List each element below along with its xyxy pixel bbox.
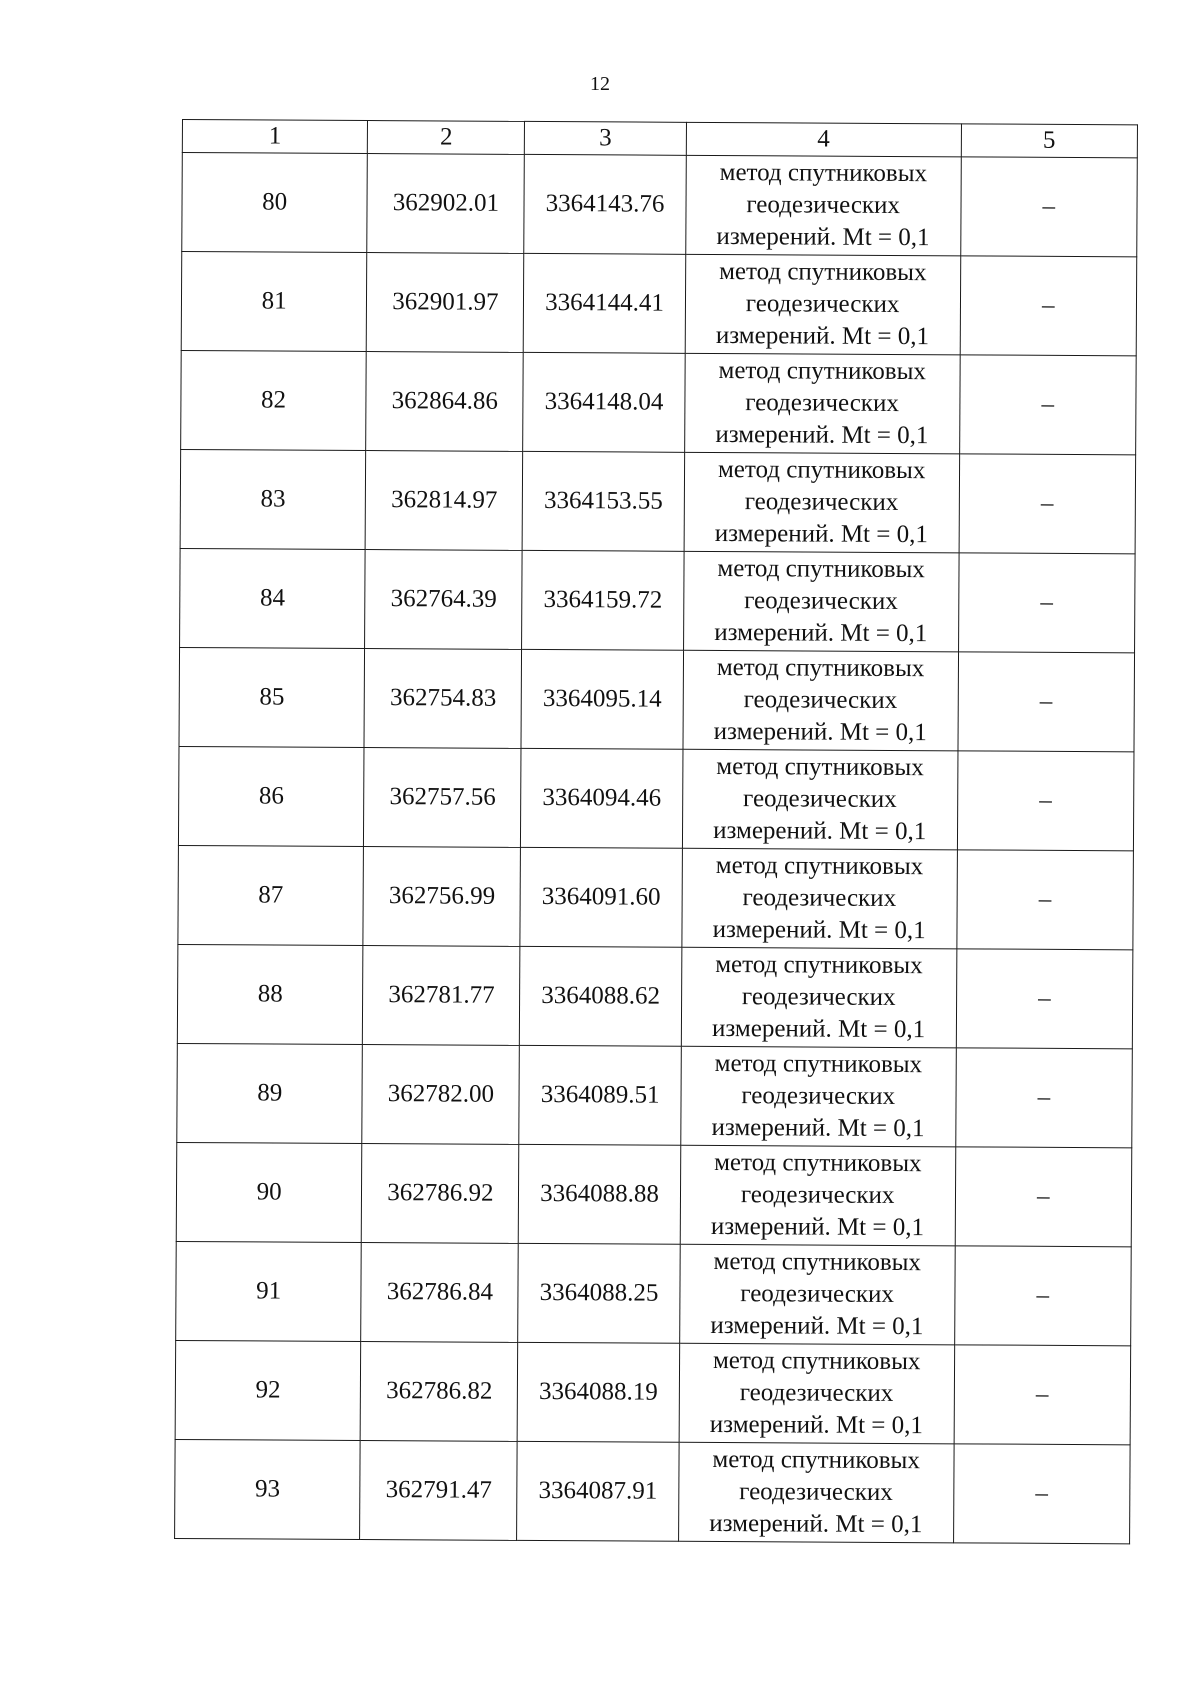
point-number-cell: 88 <box>177 944 363 1044</box>
method-line: геодезических <box>740 1181 895 1209</box>
point-number-cell: 84 <box>180 548 366 648</box>
method-cell <box>679 1244 955 1345</box>
point-number-cell: 89 <box>177 1043 363 1143</box>
method-cell <box>680 1046 956 1147</box>
point-number-cell: 87 <box>178 845 364 945</box>
point-number-cell: 93 <box>175 1439 361 1539</box>
table-row <box>177 1043 1133 1147</box>
method-line: измерений. Mt = 0,1 <box>710 1311 924 1341</box>
note-cell: – <box>958 652 1135 752</box>
method-line: метод спутниковых <box>714 1049 923 1079</box>
method-line: метод спутниковых <box>717 554 925 584</box>
table-row <box>178 845 1134 949</box>
method-cell <box>683 650 959 751</box>
note-cell: – <box>955 1147 1132 1247</box>
point-number-cell: 81 <box>181 252 367 352</box>
point-number-cell: 92 <box>175 1340 361 1440</box>
method-line: метод спутниковых <box>715 950 923 980</box>
method-line: метод спутниковых <box>716 752 924 782</box>
note-cell: – <box>959 454 1136 554</box>
method-line: геодезических <box>741 1082 896 1110</box>
method-line: метод спутниковых <box>712 1445 920 1475</box>
method-line: измерений. Mt = 0,1 <box>713 717 927 747</box>
method-line: измерений. Mt = 0,1 <box>713 816 927 846</box>
point-number-cell: 86 <box>178 746 364 846</box>
note-cell: – <box>956 949 1133 1049</box>
note-cell: – <box>960 157 1137 257</box>
method-line: геодезических <box>742 884 897 913</box>
method-line: метод спутниковых <box>718 357 927 386</box>
note-cell: – <box>955 1048 1132 1148</box>
coordinate-x-cell: 362754.83 <box>364 649 522 749</box>
column-header: 1 <box>182 120 368 154</box>
method-line: геодезических <box>740 1280 894 1308</box>
coordinate-x-cell: 362901.97 <box>367 253 525 353</box>
column-header: 5 <box>961 124 1138 158</box>
column-header: 3 <box>525 121 686 155</box>
method-line: измерений. Mt = 0,1 <box>709 1509 923 1539</box>
coordinate-x-cell: 362791.47 <box>360 1441 518 1541</box>
coordinate-x-cell: 362757.56 <box>364 748 522 848</box>
coordinate-y-cell: 3364089.51 <box>519 1045 681 1145</box>
coordinate-y-cell: 3364088.62 <box>520 946 682 1046</box>
method-line: метод спутниковых <box>716 653 925 683</box>
coordinate-y-cell: 3364153.55 <box>523 451 685 551</box>
method-line: геодезических <box>744 488 899 517</box>
method-line: метод спутниковых <box>712 1346 921 1376</box>
method-line: геодезических <box>741 983 896 1011</box>
method-line: измерений. Mt = 0,1 <box>716 222 930 252</box>
method-line: геодезических <box>742 785 897 814</box>
method-cell <box>684 353 960 454</box>
table-row <box>177 944 1133 1048</box>
coordinate-y-cell: 3364148.04 <box>523 352 685 452</box>
coordinate-x-cell: 362786.82 <box>360 1342 518 1442</box>
table-row <box>182 153 1138 257</box>
coordinate-y-cell: 3364091.60 <box>520 847 682 947</box>
method-line: геодезических <box>745 389 899 418</box>
note-cell: – <box>958 553 1135 653</box>
method-cell <box>684 452 960 553</box>
method-line: метод спутниковых <box>719 159 928 188</box>
method-line: измерений. Mt = 0,1 <box>711 1014 926 1044</box>
method-line: метод спутниковых <box>713 1247 922 1277</box>
coordinate-y-cell: 3364159.72 <box>522 550 684 650</box>
point-number-cell: 82 <box>181 350 367 450</box>
coordinate-y-cell: 3364095.14 <box>521 649 683 749</box>
note-cell: – <box>954 1246 1131 1346</box>
point-number-cell: 91 <box>176 1241 362 1341</box>
method-line: измерений. Mt = 0,1 <box>712 915 926 945</box>
table-row <box>176 1142 1132 1246</box>
page-number: 12 <box>590 73 610 95</box>
table-row <box>180 548 1136 652</box>
point-number-cell: 90 <box>176 1142 362 1242</box>
point-number-cell: 85 <box>179 647 365 747</box>
method-line: геодезических <box>743 686 898 715</box>
table-row <box>181 350 1137 454</box>
coordinate-x-cell: 362764.39 <box>365 550 523 650</box>
method-cell <box>683 551 959 652</box>
method-line: измерений. Mt = 0,1 <box>711 1113 925 1143</box>
table-row <box>175 1340 1131 1444</box>
point-number-cell: 83 <box>180 449 366 549</box>
method-line: измерений. Mt = 0,1 <box>709 1410 923 1440</box>
method-line: метод спутниковых <box>719 258 927 287</box>
note-cell: – <box>957 751 1134 851</box>
coordinate-x-cell: 362781.77 <box>363 946 521 1046</box>
method-line: метод спутниковых <box>717 455 926 485</box>
coordinate-y-cell: 3364088.88 <box>519 1144 681 1244</box>
column-header: 2 <box>368 121 525 155</box>
coordinate-x-cell: 362782.00 <box>362 1045 520 1145</box>
table-row <box>181 252 1137 356</box>
table-body <box>175 120 1138 1544</box>
table-row <box>176 1241 1132 1345</box>
coordinate-x-cell: 362786.84 <box>361 1243 519 1343</box>
table-row <box>175 1439 1131 1543</box>
note-cell: – <box>959 355 1136 455</box>
method-line: геодезических <box>739 1478 893 1506</box>
coordinate-y-cell: 3364087.91 <box>517 1441 679 1541</box>
method-line: метод спутниковых <box>715 851 924 881</box>
method-line: геодезических <box>745 290 900 319</box>
method-line: измерений. Mt = 0,1 <box>715 321 930 351</box>
coordinate-x-cell: 362814.97 <box>365 451 523 551</box>
point-number-cell: 80 <box>182 153 368 253</box>
coordinate-y-cell: 3364094.46 <box>521 748 683 848</box>
coordinate-y-cell: 3364144.41 <box>524 253 686 353</box>
note-cell: – <box>960 256 1137 356</box>
method-cell <box>685 155 961 256</box>
method-cell <box>678 1442 954 1543</box>
coordinate-y-cell: 3364088.19 <box>518 1342 680 1442</box>
method-cell <box>682 749 958 850</box>
method-cell <box>681 947 957 1048</box>
method-line: измерений. Mt = 0,1 <box>715 420 929 450</box>
note-cell: – <box>953 1444 1130 1544</box>
method-cell <box>682 848 958 949</box>
method-line: геодезических <box>739 1379 894 1407</box>
note-cell: – <box>954 1345 1131 1445</box>
method-line: измерений. Mt = 0,1 <box>710 1212 925 1242</box>
coordinate-x-cell: 362756.99 <box>363 847 521 947</box>
table-row <box>179 647 1135 751</box>
method-cell <box>685 254 961 355</box>
coordinate-x-cell: 362786.92 <box>362 1144 520 1244</box>
coordinate-x-cell: 362864.86 <box>366 352 524 452</box>
method-cell <box>679 1343 955 1444</box>
method-line: измерений. Mt = 0,1 <box>714 618 928 648</box>
table-row <box>178 746 1134 850</box>
coordinate-y-cell: 3364088.25 <box>518 1243 680 1343</box>
coordinate-y-cell: 3364143.76 <box>524 154 686 254</box>
method-line: геодезических <box>744 587 898 616</box>
method-cell <box>680 1145 956 1246</box>
coordinates-table <box>174 119 1138 1544</box>
table-row <box>180 449 1136 553</box>
method-line: измерений. Mt = 0,1 <box>714 519 928 549</box>
method-line: геодезических <box>746 191 901 220</box>
column-header: 4 <box>686 122 961 157</box>
table-header-row <box>182 120 1137 158</box>
method-line: метод спутниковых <box>714 1148 922 1178</box>
coordinate-x-cell: 362902.01 <box>367 154 525 254</box>
note-cell: – <box>957 850 1134 950</box>
